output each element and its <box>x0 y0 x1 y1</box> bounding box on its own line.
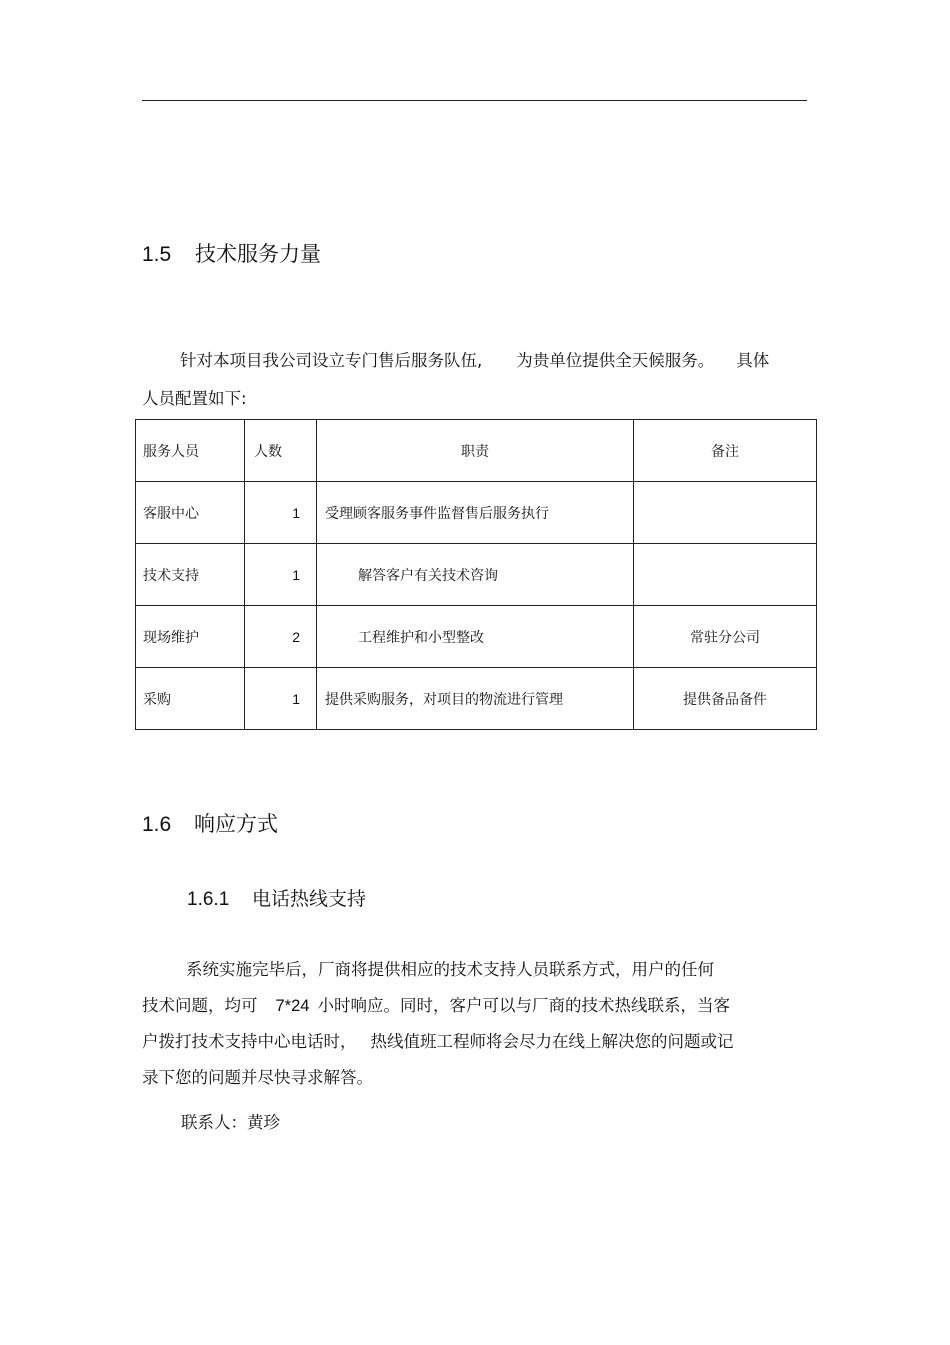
duty-cell: 工程维护和小型整改 <box>317 606 634 668</box>
intro-text-part1: 针对本项目我公司设立专门售后服务队伍, <box>180 351 483 370</box>
hotline-line-2a: 技术问题，均可 <box>142 996 258 1015</box>
hotline-hours: 7*24 <box>275 997 310 1015</box>
subsection-title: 电话热线支持 <box>252 888 367 910</box>
count-cell: 2 <box>245 606 317 668</box>
intro-paragraph-line1 <box>180 349 769 373</box>
hotline-line-2 <box>142 988 734 1024</box>
role-cell: 现场维护 <box>136 606 245 668</box>
section-number: 1.5 <box>142 243 172 266</box>
table-row <box>136 544 817 606</box>
subsection-heading-1-6-1 <box>187 886 366 913</box>
duty-cell: 受理顾客服务事件监督售后服务执行 <box>317 482 634 544</box>
intro-text-part2: 为贵单位提供全天候服务。 <box>516 351 715 370</box>
section-title: 响应方式 <box>194 812 278 836</box>
note-cell <box>634 482 817 544</box>
hotline-paragraph <box>142 952 734 1096</box>
table-header-cell: 服务人员 <box>136 420 245 482</box>
hotline-line-1: 系统实施完毕后，厂商将提供相应的技术支持人员联系方式，用户的任何 <box>186 960 714 979</box>
hotline-line-3a: 户拨打技术支持中心电话时， <box>142 1032 357 1051</box>
role-cell: 采购 <box>136 668 245 730</box>
count-cell: 1 <box>245 668 317 730</box>
table-header-row <box>136 420 817 482</box>
count-cell: 1 <box>245 482 317 544</box>
duty-cell: 提供采购服务，对项目的物流进行管理 <box>317 668 634 730</box>
hotline-line-4: 录下您的问题并尽快寻求解答。 <box>142 1068 373 1087</box>
duty-cell: 解答客户有关技术咨询 <box>317 544 634 606</box>
note-cell: 提供备品备件 <box>634 668 817 730</box>
section-heading-1-5 <box>142 240 321 269</box>
section-title: 技术服务力量 <box>195 242 321 266</box>
note-cell <box>634 544 817 606</box>
section-heading-1-6 <box>142 810 278 839</box>
subsection-number: 1.6.1 <box>187 889 230 910</box>
contact-line: 联系人：黄珍 <box>181 1113 280 1132</box>
hotline-line-3 <box>142 1024 734 1060</box>
section-number: 1.6 <box>142 813 172 836</box>
hotline-line-2c: 小时响应。同时，客户可以与厂商的技术热线联系，当客 <box>317 996 730 1015</box>
table-header-cell: 职责 <box>317 420 634 482</box>
table-row <box>136 668 817 730</box>
table-header-cell: 人数 <box>245 420 317 482</box>
intro-text-part3: 具体 <box>736 351 770 370</box>
staff-table <box>135 419 817 730</box>
role-cell: 客服中心 <box>136 482 245 544</box>
role-cell: 技术支持 <box>136 544 245 606</box>
note-cell: 常驻分公司 <box>634 606 817 668</box>
table-header-cell: 备注 <box>634 420 817 482</box>
header-rule <box>142 100 807 101</box>
intro-paragraph-line2: 人员配置如下: <box>142 389 247 408</box>
table-row <box>136 482 817 544</box>
table-row <box>136 606 817 668</box>
hotline-line-3b: 热线值班工程师将会尽力在线上解决您的问题或记 <box>370 1032 734 1051</box>
count-cell: 1 <box>245 544 317 606</box>
